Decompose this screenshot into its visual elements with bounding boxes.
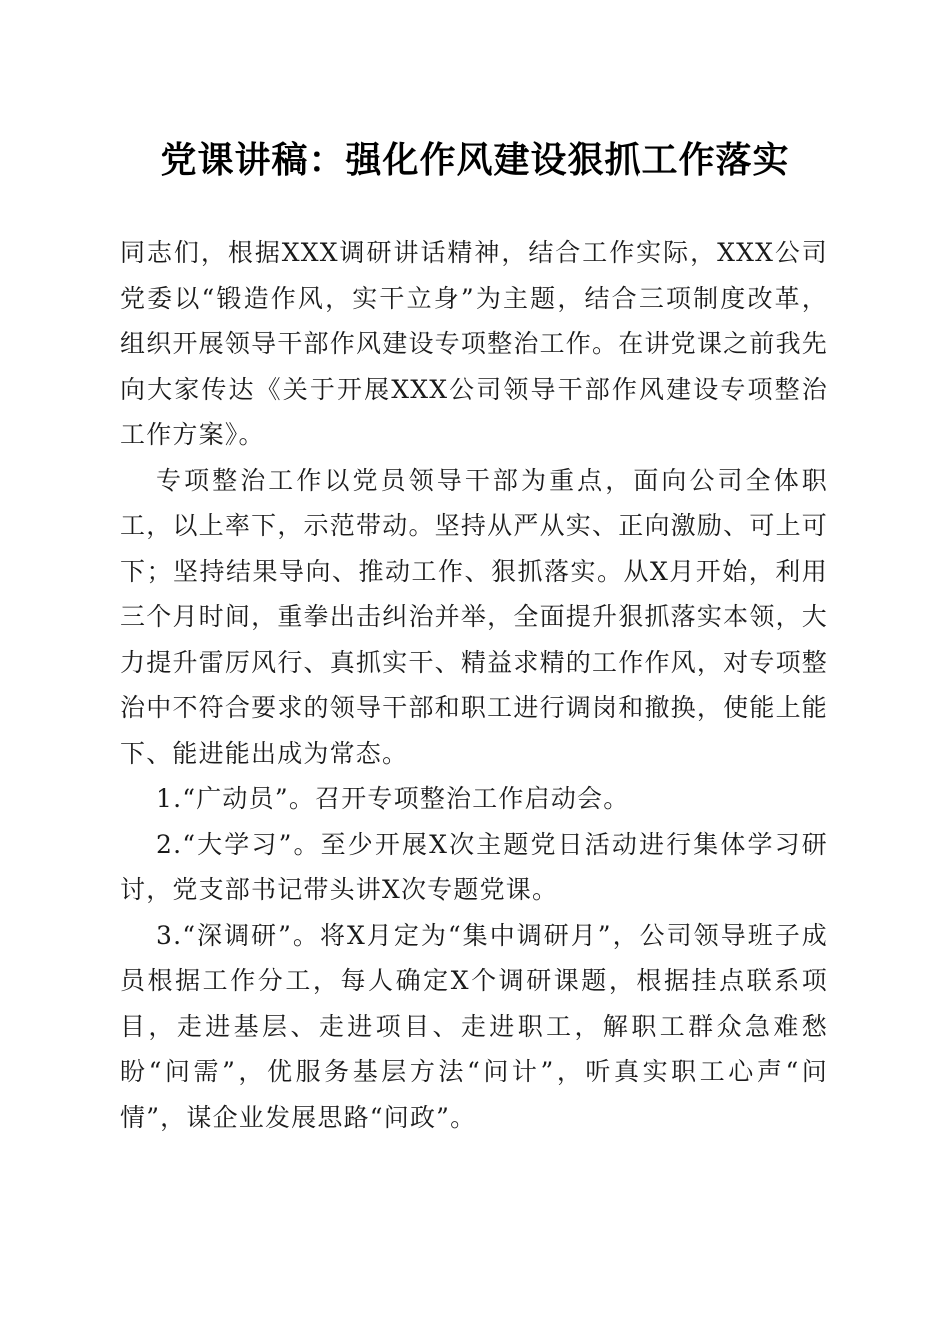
paragraph-rectification-overview: 专项整治工作以党员领导干部为重点，面向公司全体职工，以上率下，示范带动。坚持从严从实、正向激励、可上可下；坚持结果导向、推动工作、狠抓落实。从X月开始，利用三个月时间，重拳出击纠治并举，全面提升狠抓落实本领，大力提升雷厉风行、真抓实干、精益求精的工作作风，对专项整治中不符合要求的领导干部和职工进行调岗和撤换，使能上能下、能进能出成为常态。 — [120, 465, 828, 768]
document-body — [120, 230, 828, 1140]
list-item-mobilization: 1.“广动员”。召开专项整治工作启动会。 — [156, 784, 630, 813]
paragraph-intro: 同志们，根据XXX调研讲话精神，结合工作实际，XXX公司党委以“锻造作风，实干立身”为主题，结合三项制度改革，组织开展领导干部作风建设专项整治工作。在讲党课之前我先向大家传达《关于开展XXX公司领导干部作风建设专项整治工作方案》。 — [120, 238, 828, 449]
document-title: 党课讲稿：强化作风建设狠抓工作落实 — [160, 139, 790, 181]
list-item-study: 2.“大学习”。至少开展X次主题党日活动进行集体学习研讨，党支部书记带头讲X次专题党课。 — [120, 829, 828, 904]
list-item-research: 3.“深调研”。将X月定为“集中调研月”，公司领导班子成员根据工作分工，每人确定X个调研课题，根据挂点联系项目，走进基层、走进项目、走进职工，解职工群众急难愁盼“问需”，优服务基层方法“问计”，听真实职工心声“问情”，谋企业发展思路“问政”。 — [120, 920, 828, 1132]
